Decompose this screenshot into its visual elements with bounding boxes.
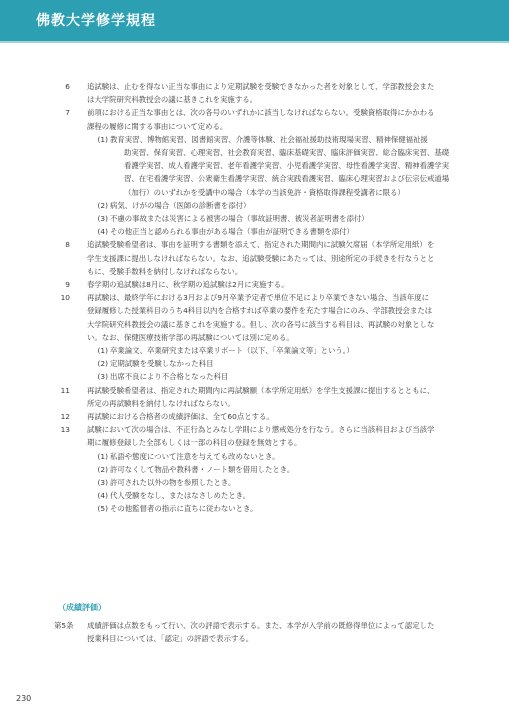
- paragraph-text-line: 追試験は、止むを得ない正当な事由により定期試験を受験できなかった者を対象として、学部教授会また: [87, 82, 435, 91]
- paragraph-number: 12: [60, 412, 70, 421]
- paragraph-text-line: 学生支援課に提出しなければならない。なお、追試験受験にあたっては、別途所定の手続きを行なうとと: [87, 253, 435, 263]
- item-number: (1): [97, 134, 108, 144]
- item-text-line: 許可なくして物品や教科書・ノート類を借用したとき。: [110, 464, 295, 474]
- item-number: (2): [97, 464, 108, 474]
- item-number: (5): [97, 504, 108, 514]
- paragraph-number: 13: [60, 425, 70, 435]
- item-text-line: 不慮の事故または災害による被害の場合（事故証明書、被災者証明書を添付）: [110, 214, 369, 223]
- item-number: (3): [97, 478, 108, 487]
- page-number: 230: [16, 694, 32, 703]
- paragraph-text-line: は大学院研究科教授会の議に基きこれを実施する。: [87, 95, 257, 105]
- paragraph-number: 7: [65, 108, 70, 118]
- item-number: (3): [97, 372, 108, 382]
- item-number: (4): [97, 227, 108, 237]
- article-text-line: 成績評価は点数をもって行い、次の評語で表示する。また、本学が入学前の既修得単位によって認定した: [87, 621, 435, 630]
- article-number: 第5条: [54, 621, 74, 630]
- item-number: (2): [97, 200, 108, 210]
- item-text-line: 教育実習、博物館実習、図書館実習、介護等体験、社会福祉援助技術現場実習、精神保健福祉援: [110, 134, 428, 144]
- paragraph-number: 10: [60, 293, 70, 303]
- paragraph-text-line: 前項における正当な事由とは、次の各号のいずれかに該当しなければならない。受験資格取得にかかわる: [87, 108, 435, 118]
- item-text-line: 代人受験をなし、またはなさしめたとき。: [110, 491, 251, 501]
- item-text-line: 看護学実習、成人看護学実習、老年看護学実習、小児看護学実習、母性看護学実習、精神看護学実: [124, 161, 450, 171]
- item-number: (1): [97, 346, 108, 355]
- item-text-line: 助実習、保育実習、心理実習、社会教育実習、臨床基礎実習、臨床評価実習、総合臨床実習、基礎: [124, 148, 450, 157]
- paragraph-text-line: 登録履修した授業科目のうち4科目以内を合格すれば卒業の要件を充たす場合にのみ、学部教授会または: [87, 306, 433, 316]
- paragraph-text-line: 課程の履修に関する事由について定める。: [87, 121, 228, 131]
- paragraph-number: 8: [65, 240, 70, 250]
- page-title: 佛教大学修学規程: [36, 13, 156, 29]
- item-text-line: 病気、けがの場合（医師の診断書を添付）: [110, 200, 251, 210]
- item-text-line: その他監督者の指示に直ちに従わないとき。: [110, 504, 258, 514]
- paragraph-text-line: 再試験における合格者の成績評価は、全て60点とする。: [87, 412, 274, 421]
- paragraph-text-line: 期に履修登録した全部もしくは一部の科目の登録を無効とする。: [87, 438, 302, 448]
- item-text-line: 卒業論文、卒業研究または卒業リポート（以下、「卒業論文等」という。）: [110, 346, 354, 355]
- section-heading: （成績評価）: [58, 603, 106, 612]
- item-text-line: その他正当と認められる事由がある場合（事由が証明できる書類を添付）: [110, 227, 354, 237]
- item-number: (1): [97, 451, 108, 461]
- paragraph-number: 6: [65, 82, 70, 91]
- paragraph-text-line: い。なお、保健医療技術学部の再試験については別に定める。: [87, 332, 294, 342]
- paragraph-text-line: 大学院研究科教授会の議に基きこれを実施する。但し、次の各号に該当する科目は、再試験の対象としな: [87, 319, 435, 329]
- article-text-line: 授業科目については、「認定」の評語で表示する。: [87, 634, 254, 644]
- paragraph-text-line: 再試験は、最終学年における3月および9月卒業予定者で単位不足により卒業できない場合、当該年度に: [87, 293, 429, 303]
- paragraph-text-line: 追試験受験希望者は、事由を証明する書類を添えて、指定された期間内に試験欠席届（本学所定用紙）を: [87, 240, 435, 250]
- paragraph-text-line: 試験において次の場合は、不正行為とみなし学則により懲戒処分を行なう。さらに当該科目および当該学: [87, 425, 435, 435]
- item-number: (3): [97, 214, 108, 223]
- item-number: (2): [97, 359, 108, 369]
- item-text-line: （加行）のいずれかを受講中の場合（本学の当該免許・資格取得課程受講者に限る）: [124, 187, 405, 197]
- paragraph-text-line: 再試験受験希望者は、指定された期間内に再試験願（本学所定用紙）を学生支援課に提出するとともに、: [87, 385, 435, 395]
- paragraph-text-line: 所定の再試験料を納付しなければならない。: [87, 398, 235, 408]
- item-number: (4): [97, 491, 108, 501]
- item-text-line: 私語や態度について注意を与えても改めないとき。: [110, 451, 280, 461]
- item-text-line: 習、在宅看護学実習、公衆衛生看護学実習、統合実践看護実習、臨床心理実習および伝宗伝戒道場: [124, 174, 450, 184]
- paragraph-text-line: 春学期の追試験は8月に、秋学期の追試験は2月に実施する。: [87, 280, 289, 289]
- paragraph-number: 11: [60, 385, 70, 395]
- item-text-line: 定期試験を受験しなかった科目: [110, 359, 214, 369]
- paragraph-number: 9: [65, 280, 70, 289]
- item-text-line: 許可された以外の物を参照したとき。: [110, 478, 236, 487]
- paragraph-text-line: もに、受験手数料を納付しなければならない。: [87, 266, 243, 276]
- item-text-line: 出席不良により不合格となった科目: [110, 372, 229, 382]
